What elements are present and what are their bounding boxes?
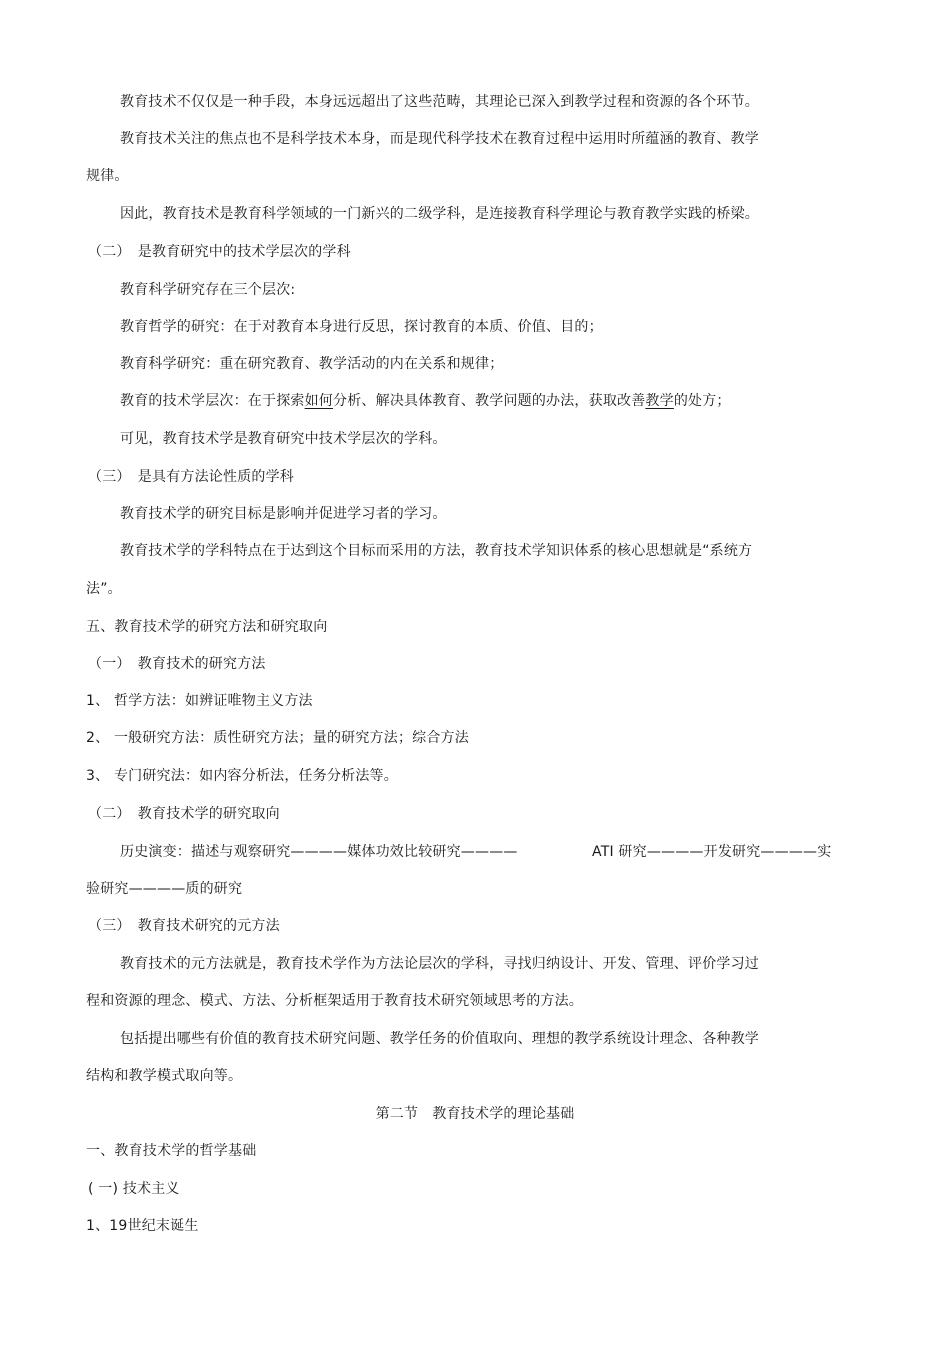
subheading: （一） 教育技术的研究方法 <box>88 656 266 672</box>
subheading: （二） 是教育研究中的技术学层次的学科 <box>88 244 351 260</box>
underlined-text: 教学 <box>645 393 674 409</box>
text-segment: 教育的技术学层次：在于探索 <box>120 393 305 409</box>
section-heading: 五、教育技术学的研究方法和研究取向 <box>86 619 328 635</box>
paragraph-continuation: 结构和教学模式取向等。 <box>86 1068 243 1084</box>
paragraph-continuation: 规律。 <box>86 168 129 184</box>
section-title: 第二节 教育技术学的理论基础 <box>375 1106 575 1122</box>
subheading: （三） 是具有方法论性质的学科 <box>88 469 294 485</box>
list-item: 3、 专门研究法：如内容分析法，任务分析法等。 <box>86 768 398 784</box>
paragraph-continuation: 验研究————质的研究 <box>86 881 243 897</box>
paragraph: 可见，教育技术学是教育研究中技术学层次的学科。 <box>120 431 447 447</box>
paragraph: 因此，教育技术是教育科学领域的一门新兴的二级学科，是连接教育科学理论与教育教学实践的桥梁。 <box>120 206 759 222</box>
text-segment: 的处方； <box>673 393 731 409</box>
list-item: 1、19世纪末诞生 <box>86 1218 199 1234</box>
text-segment: 分析、解决具体教育、教学问题的办法，获取改善 <box>333 393 646 409</box>
paragraph: 教育科学研究存在三个层次: <box>120 282 296 298</box>
underlined-text: 如何 <box>304 393 334 409</box>
history-line-part1: 历史演变：描述与观察研究————媒体功效比较研究———— <box>120 844 518 860</box>
paragraph-continuation: 法”。 <box>86 581 122 597</box>
paragraph: 教育技术学的学科特点在于达到这个目标而采用的方法，教育技术学知识体系的核心思想就是“系统方 <box>120 543 753 559</box>
subheading: ( 一) 技术主义 <box>88 1181 180 1197</box>
paragraph-continuation: 程和资源的理念、模式、方法、分析框架适用于教育技术研究领域思考的方法。 <box>86 993 583 1009</box>
list-item: 2、 一般研究方法：质性研究方法；量的研究方法；综合方法 <box>86 730 469 746</box>
subheading: （二） 教育技术学的研究取向 <box>88 806 280 822</box>
subheading: （三） 教育技术研究的元方法 <box>88 918 280 934</box>
paragraph: 教育技术关注的焦点也不是科学技术本身，而是现代科学技术在教育过程中运用时所蕴涵的教育、教学 <box>120 131 759 147</box>
section-heading: 一、教育技术学的哲学基础 <box>86 1143 257 1159</box>
paragraph: 教育哲学的研究：在于对教育本身进行反思，探讨教育的本质、价值、目的； <box>120 319 603 335</box>
history-line-part2: ATI 研究————开发研究————实 <box>592 844 832 860</box>
paragraph: 教育技术学的研究目标是影响并促进学习者的学习。 <box>120 506 447 522</box>
paragraph: 教育技术的元方法就是，教育技术学作为方法论层次的学科，寻找归纳设计、开发、管理、评价学习过 <box>120 956 759 972</box>
paragraph <box>120 392 731 410</box>
paragraph: 教育技术不仅仅是一种手段，本身远远超出了这些范畴，其理论已深入到教学过程和资源的各个环节。 <box>120 94 759 110</box>
paragraph: 教育科学研究：重在研究教育、教学活动的内在关系和规律； <box>120 356 504 372</box>
paragraph: 包括提出哪些有价值的教育技术研究问题、教学任务的价值取向、理想的教学系统设计理念、各种教学 <box>120 1031 759 1047</box>
list-item: 1、 哲学方法：如辨证唯物主义方法 <box>86 693 313 709</box>
